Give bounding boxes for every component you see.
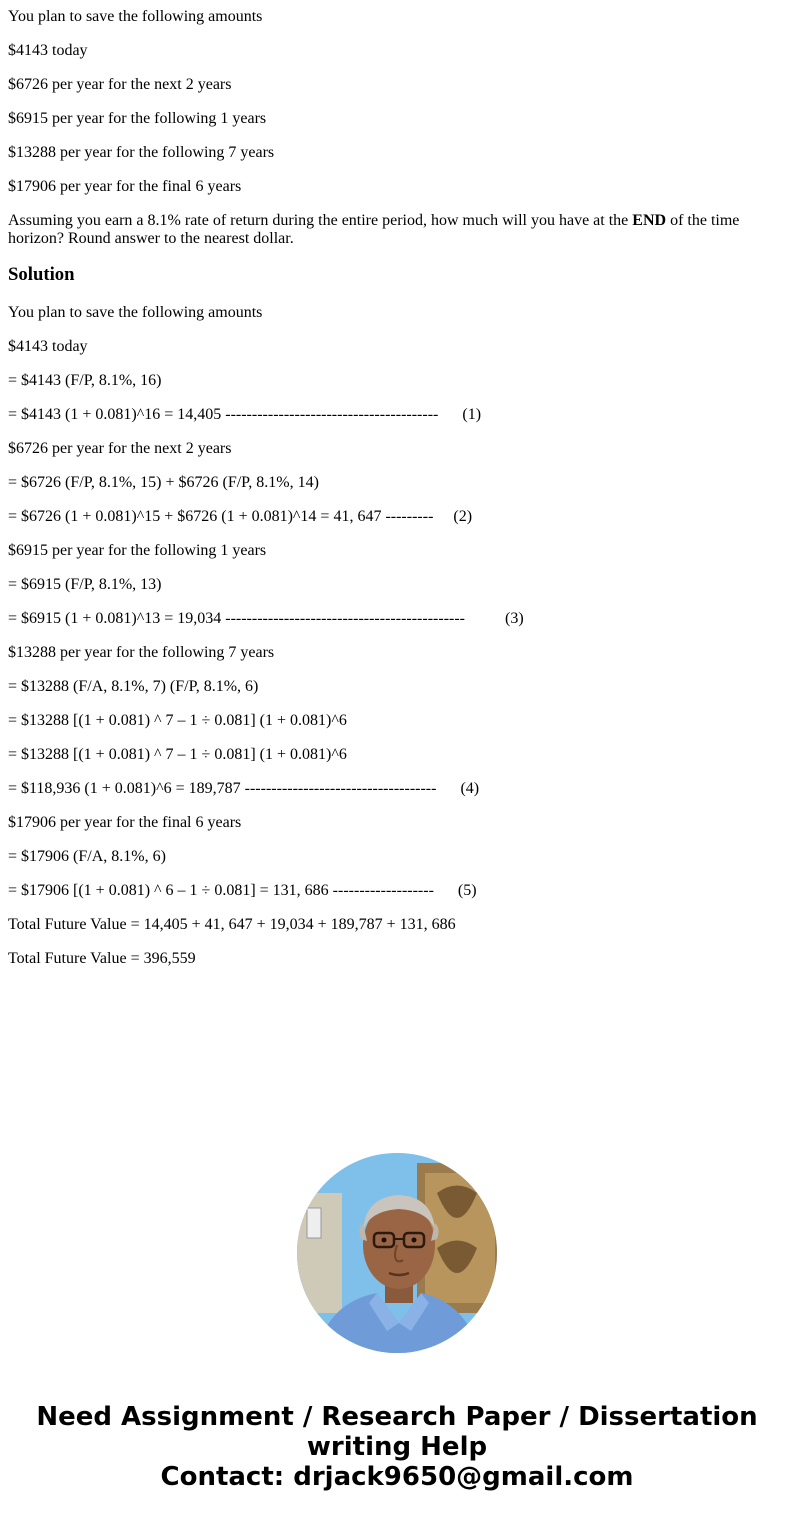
amount-final-6-years: $17906 per year for the final 6 years: [8, 178, 242, 195]
solution-line: $4143 today: [8, 338, 88, 355]
help-contact-banner: [0, 1402, 794, 1492]
question-prompt-start: Assuming you earn a 8.1% rate of return during the entire period, how much will you have at the: [8, 212, 633, 229]
solution-line: = $6915 (F/P, 8.1%, 13): [8, 576, 162, 593]
solution-line: = $4143 (F/P, 8.1%, 16): [8, 372, 162, 389]
question-prompt: [8, 212, 786, 248]
question-prompt-end: of the time horizon? Round answer to the nearest dollar.: [8, 212, 744, 247]
author-avatar: [297, 1153, 497, 1353]
solution-line: = $13288 [(1 + 0.081) ^ 7 – 1 ÷ 0.081] (1 + 0.081)^6: [8, 746, 347, 763]
amount-today: $4143 today: [8, 42, 88, 59]
solution-line: = $6726 (1 + 0.081)^15 + $6726 (1 + 0.081)^14 = 41, 647 --------- (2): [8, 508, 473, 525]
question-prompt-emphasis: END: [632, 212, 667, 229]
question-intro: You plan to save the following amounts: [8, 8, 263, 25]
solution-line: Total Future Value = 14,405 + 41, 647 + 19,034 + 189,787 + 131, 686: [8, 916, 456, 933]
solution-line: = $13288 [(1 + 0.081) ^ 7 – 1 ÷ 0.081] (1 + 0.081)^6: [8, 712, 347, 729]
person-portrait-icon: [297, 1153, 497, 1353]
solution-line: = $17906 [(1 + 0.081) ^ 6 – 1 ÷ 0.081] = 131, 686 ------------------- (5): [8, 882, 477, 899]
solution-line: = $6726 (F/P, 8.1%, 15) + $6726 (F/P, 8.1%, 14): [8, 474, 319, 491]
solution-line: = $17906 (F/A, 8.1%, 6): [8, 848, 166, 865]
solution-line: $13288 per year for the following 7 years: [8, 644, 275, 661]
solution-line: Total Future Value = 396,559: [8, 950, 196, 967]
solution-line: = $4143 (1 + 0.081)^16 = 14,405 ---------------------------------------- (1): [8, 406, 482, 423]
solution-line: = $13288 (F/A, 8.1%, 7) (F/P, 8.1%, 6): [8, 678, 259, 695]
document-body: [8, 8, 786, 984]
solution-line: You plan to save the following amounts: [8, 304, 263, 321]
solution-line: $6726 per year for the next 2 years: [8, 440, 232, 457]
solution-line: = $118,936 (1 + 0.081)^6 = 189,787 ------------------------------------ (4): [8, 780, 480, 797]
banner-contact-email: Contact: drjack9650@gmail.com: [160, 1462, 634, 1492]
solution-heading: Solution: [8, 264, 75, 285]
solution-line: $6915 per year for the following 1 years: [8, 542, 267, 559]
banner-line-1: Need Assignment / Research Paper / Dissertation: [36, 1402, 758, 1432]
amount-next-2-years: $6726 per year for the next 2 years: [8, 76, 232, 93]
solution-line: = $6915 (1 + 0.081)^13 = 19,034 --------------------------------------------- (3): [8, 610, 524, 627]
banner-line-2: writing Help: [306, 1432, 488, 1462]
solution-line: $17906 per year for the final 6 years: [8, 814, 242, 831]
amount-following-7-years: $13288 per year for the following 7 years: [8, 144, 275, 161]
amount-following-1-years: $6915 per year for the following 1 years: [8, 110, 267, 127]
